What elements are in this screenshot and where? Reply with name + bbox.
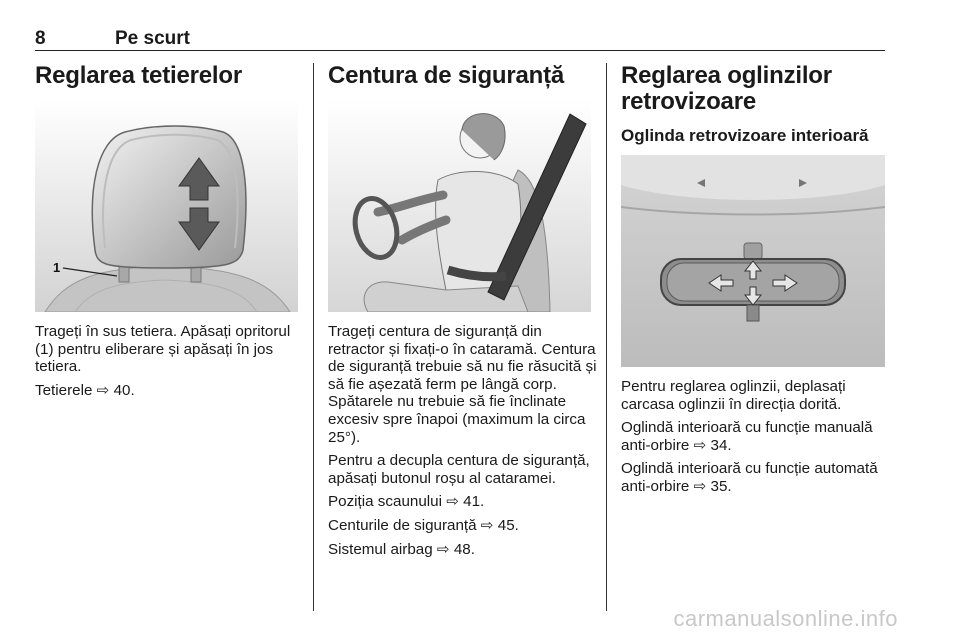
column-seatbelt: [328, 63, 593, 89]
seatbelt-illustration: [328, 100, 591, 312]
callout-number: 1: [53, 260, 61, 275]
mirrors-heading: Reglarea oglinzilor retrovizoare: [621, 62, 832, 115]
seatbelt-heading: Centura de siguranță: [328, 62, 565, 89]
seatbelt-reference-3: Sistemul airbag ⇨ 48.: [328, 540, 475, 558]
page-number: 8: [35, 28, 46, 49]
seatbelt-reference-1: Poziția scaunului ⇨ 41.: [328, 493, 485, 511]
page-header: [35, 28, 885, 51]
mirrors-reference-1: Oglindă interioară cu funcție manuală anti-orbire ⇨ 34.: [621, 419, 873, 454]
headrest-reference: Tetierele ⇨ 40.: [35, 381, 135, 399]
headrest-paragraph-1: Trageți în sus tetiera. Apăsați opritorul (1) pentru eliberare și apăsați în jos tetiera.: [35, 323, 291, 376]
column-divider-2: [606, 63, 607, 611]
mirror-illustration: [621, 155, 885, 367]
seatbelt-reference-2: Centurile de siguranță ⇨ 45.: [328, 516, 519, 534]
seatbelt-paragraph-2: Pentru a decupla centura de siguranță, apăsați butonul roșu al cataramei.: [328, 452, 590, 487]
watermark: carmanualsonline.info: [673, 606, 898, 631]
seatbelt-text: [328, 323, 598, 564]
mirrors-subheading: Oglinda retrovizoare interioară: [621, 126, 869, 145]
column-headrest: [35, 63, 300, 89]
section-title: Pe scurt: [115, 28, 190, 49]
mirrors-paragraph-1: Pentru reglarea oglinzii, deplasați carcasa oglinzii în direcția dorită.: [621, 378, 846, 413]
column-mirrors: [621, 63, 886, 146]
column-divider-1: [313, 63, 314, 611]
headrest-illustration: [35, 100, 298, 312]
mirrors-reference-2: Oglindă interioară cu funcție automată anti-orbire ⇨ 35.: [621, 460, 878, 495]
headrest-text: [35, 323, 305, 405]
seatbelt-paragraph-1: Trageți centura de siguranță din retractor și fixați-o în cataramă. Centura de siguranță trebuie să nu fie răsucită și să fie așezată ferm pe lângă corp. Spătarele nu trebuie să fie înclinate excesiv spre înapoi (maximum la circa 25°).: [328, 323, 597, 446]
mirrors-text: [621, 378, 891, 502]
headrest-heading: Reglarea tetierelor: [35, 62, 242, 89]
